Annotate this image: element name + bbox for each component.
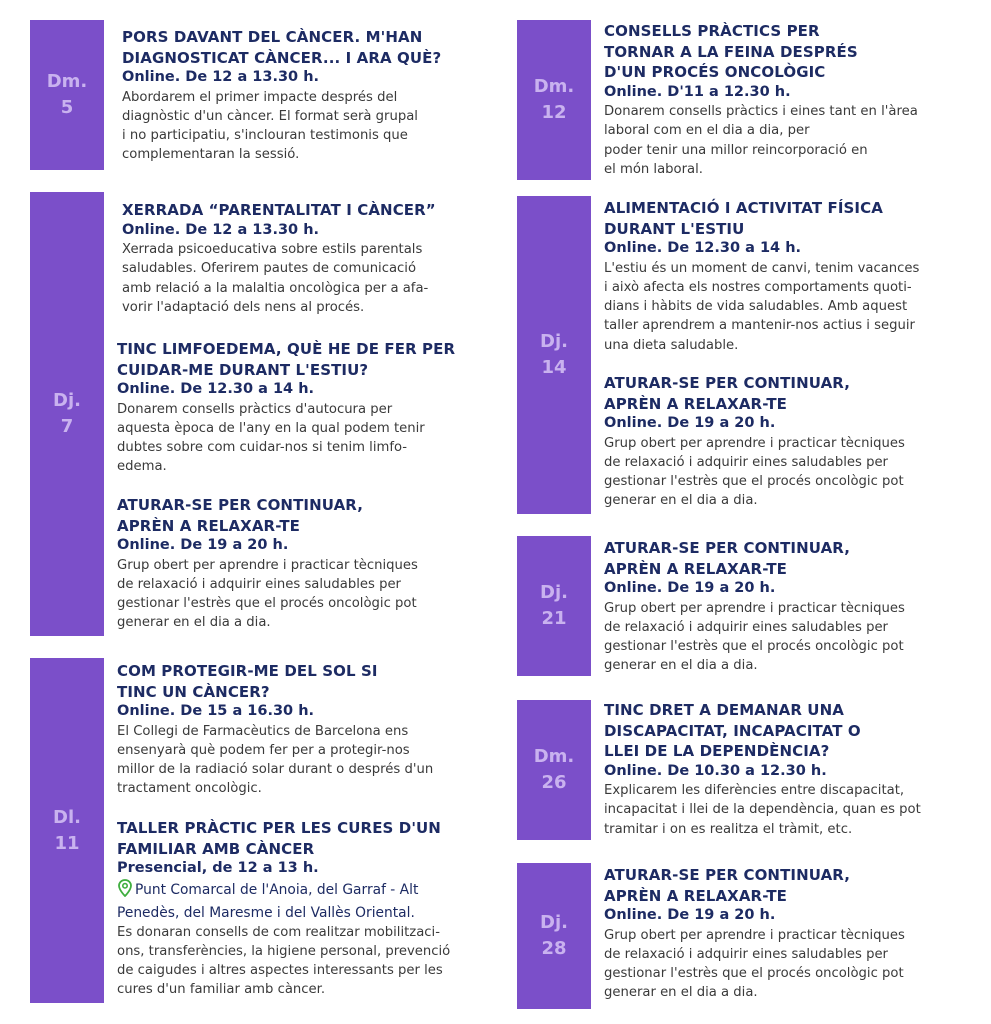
day-number: 5 bbox=[60, 97, 74, 118]
event-schedule: Online. De 19 a 20 h. bbox=[604, 580, 776, 596]
event-schedule: Online. De 10.30 a 12.30 h. bbox=[604, 762, 827, 779]
day-label: Dm. bbox=[533, 746, 575, 767]
day-block-11 bbox=[30, 658, 490, 1003]
event-description: Donarem consells pràctics i eines tant en l'àrea laboral com en el dia a dia, per poder tenir una millor reincorporació en el món laboral. bbox=[604, 104, 918, 177]
event-description: Grup obert per aprendre i practicar tècniques de relaxació i adquirir eines saludables per gestionar l'estrès que el procés oncològic pot generar en el dia a dia. bbox=[117, 557, 418, 631]
day-block-5 bbox=[30, 20, 490, 170]
event-description: Explicarem les diferències entre discapacitat, incapacitat i llei de la dependència, quan es pot tramitar i on es realitza el tràmit, etc. bbox=[604, 783, 921, 837]
event-description: Xerrada psicoeducativa sobre estils parentals saludables. Oferirem pautes de comunicació amb relació a la malaltia oncològica per a afa- vorir l'adaptació dels nens al procés. bbox=[122, 242, 429, 315]
day-tab bbox=[517, 863, 591, 1009]
day-number: 26 bbox=[541, 772, 567, 793]
event-description: Grup obert per aprendre i practicar tècniques de relaxació i adquirir eines saludables per gestionar l'estrès que el procés oncològic pot generar en el dia a dia. bbox=[604, 435, 905, 509]
day-number: 14 bbox=[541, 357, 567, 378]
day-number: 21 bbox=[541, 608, 567, 629]
day-tab bbox=[517, 700, 591, 840]
day-tab bbox=[517, 536, 591, 676]
event-item bbox=[604, 700, 974, 839]
event-description: Donarem consells pràctics d'autocura per aquesta època de l'any en la qual podem tenir dubtes sobre com cuidar-nos si tenim limfo- edema. bbox=[117, 401, 425, 475]
event-description: Es donaran consells de com realitzar mobilitzaci- ons, transferències, la higiene personal, prevenció de caigudes i altres aspectes interessants per les cures d'un familiar amb càncer. bbox=[117, 924, 451, 998]
event-description: Abordarem el primer impacte després del diagnòstic d'un càncer. El format serà grupal i no participatiu, s'inclouran testimonis que complementaran la sessió. bbox=[122, 89, 418, 163]
event-description: L'estiu és un moment de canvi, tenim vacances i això afecta els nostres comportaments quoti- dians i hàbits de vida saludables. Amb aquest taller aprendrem a mantenir-nos actius i seguir una dieta saludable. bbox=[604, 260, 920, 353]
day-block-7 bbox=[30, 192, 490, 636]
event-description: Grup obert per aprendre i practicar tècniques de relaxació i adquirir eines saludables per gestionar l'estrès que el procés oncològic pot generar en el dia a dia. bbox=[604, 600, 905, 674]
event-description: Grup obert per aprendre i practicar tècniques de relaxació i adquirir eines saludables per gestionar l'estrès que el procés oncològic pot generar en el dia a dia. bbox=[604, 927, 905, 1001]
event-schedule: Online. D'11 a 12.30 h. bbox=[604, 83, 791, 100]
event-schedule: Online. De 12 a 13.30 h. bbox=[122, 69, 320, 85]
location-pin-icon bbox=[117, 879, 133, 903]
event-title: PORS DAVANT DEL CÀNCER. M'HAN DIAGNOSTICAT CÀNCER... I ARA QUÈ? bbox=[122, 28, 442, 67]
day-number: 7 bbox=[60, 416, 74, 437]
event-item bbox=[117, 495, 487, 633]
event-title: ALIMENTACIÓ I ACTIVITAT FÍSICA DURANT L'ESTIU bbox=[604, 199, 883, 238]
event-item bbox=[117, 339, 487, 477]
event-item bbox=[117, 818, 487, 1000]
day-label: Dm. bbox=[533, 76, 575, 97]
day-number: 11 bbox=[54, 832, 80, 854]
event-schedule: Online. De 12 a 13.30 h. bbox=[122, 221, 320, 238]
event-schedule: Online. De 15 a 16.30 h. bbox=[117, 703, 315, 719]
event-item bbox=[604, 373, 974, 511]
event-item bbox=[122, 27, 492, 165]
day-label: Dj. bbox=[540, 912, 568, 933]
event-item bbox=[604, 21, 974, 179]
day-number: 12 bbox=[541, 102, 567, 123]
day-block-28 bbox=[517, 863, 977, 1009]
day-tab bbox=[30, 658, 104, 1003]
event-title: CONSELLS PRÀCTICS PER TORNAR A LA FEINA DESPRÉS D'UN PROCÉS ONCOLÒGIC bbox=[604, 22, 858, 81]
event-title: ATURAR-SE PER CONTINUAR, APRÈN A RELAXAR-TE bbox=[117, 496, 364, 535]
day-label: Dl. bbox=[53, 806, 81, 828]
event-schedule: Online. De 12.30 a 14 h. bbox=[117, 381, 315, 397]
day-label: Dm. bbox=[46, 71, 88, 92]
event-item bbox=[604, 538, 974, 676]
day-tab bbox=[517, 20, 591, 180]
event-title: COM PROTEGIR-ME DEL SOL SI TINC UN CÀNCER? bbox=[117, 662, 378, 701]
event-title: ATURAR-SE PER CONTINUAR, APRÈN A RELAXAR-TE bbox=[604, 866, 851, 905]
event-title: ATURAR-SE PER CONTINUAR, APRÈN A RELAXAR-TE bbox=[604, 374, 851, 413]
event-title: TALLER PRÀCTIC PER LES CURES D'UN FAMILIAR AMB CÀNCER bbox=[117, 819, 441, 858]
event-description: El Collegi de Farmacèutics de Barcelona ens ensenyarà què podem fer per a protegir-nos millor de la radiació solar durant o després d'un tractament oncològic. bbox=[117, 723, 434, 797]
day-block-12 bbox=[517, 20, 977, 180]
day-label: Dj. bbox=[53, 390, 81, 411]
event-schedule: Presencial, de 12 a 13 h. bbox=[117, 860, 319, 876]
event-schedule: Online. De 12.30 a 14 h. bbox=[604, 240, 802, 256]
day-label: Dj. bbox=[540, 582, 568, 603]
day-tab bbox=[517, 196, 591, 514]
day-tab bbox=[30, 20, 104, 170]
event-item bbox=[117, 661, 487, 799]
day-label: Dj. bbox=[540, 331, 568, 352]
event-schedule: Online. De 19 a 20 h. bbox=[604, 907, 776, 923]
event-title: TINC LIMFOEDEMA, QUÈ HE DE FER PER CUIDAR-ME DURANT L'ESTIU? bbox=[117, 340, 456, 379]
day-number: 28 bbox=[541, 938, 567, 959]
event-title: XERRADA “PARENTALITAT I CÀNCER” bbox=[122, 201, 436, 219]
day-block-26 bbox=[517, 700, 977, 840]
event-location bbox=[117, 879, 487, 923]
event-title: ATURAR-SE PER CONTINUAR, APRÈN A RELAXAR-TE bbox=[604, 539, 851, 578]
event-title: TINC DRET A DEMANAR UNA DISCAPACITAT, INCAPACITAT O LLEI DE LA DEPENDÈNCIA? bbox=[604, 701, 861, 760]
event-item bbox=[604, 865, 974, 1003]
event-schedule: Online. De 19 a 20 h. bbox=[117, 537, 289, 553]
day-block-14 bbox=[517, 196, 977, 514]
event-item bbox=[122, 200, 492, 317]
event-item bbox=[604, 198, 974, 355]
event-schedule: Online. De 19 a 20 h. bbox=[604, 415, 776, 431]
day-tab bbox=[30, 192, 104, 636]
day-block-21 bbox=[517, 536, 977, 676]
location-text: Punt Comarcal de l'Anoia, del Garraf - Alt Penedès, del Maresme i del Vallès Oriental. bbox=[117, 881, 419, 921]
